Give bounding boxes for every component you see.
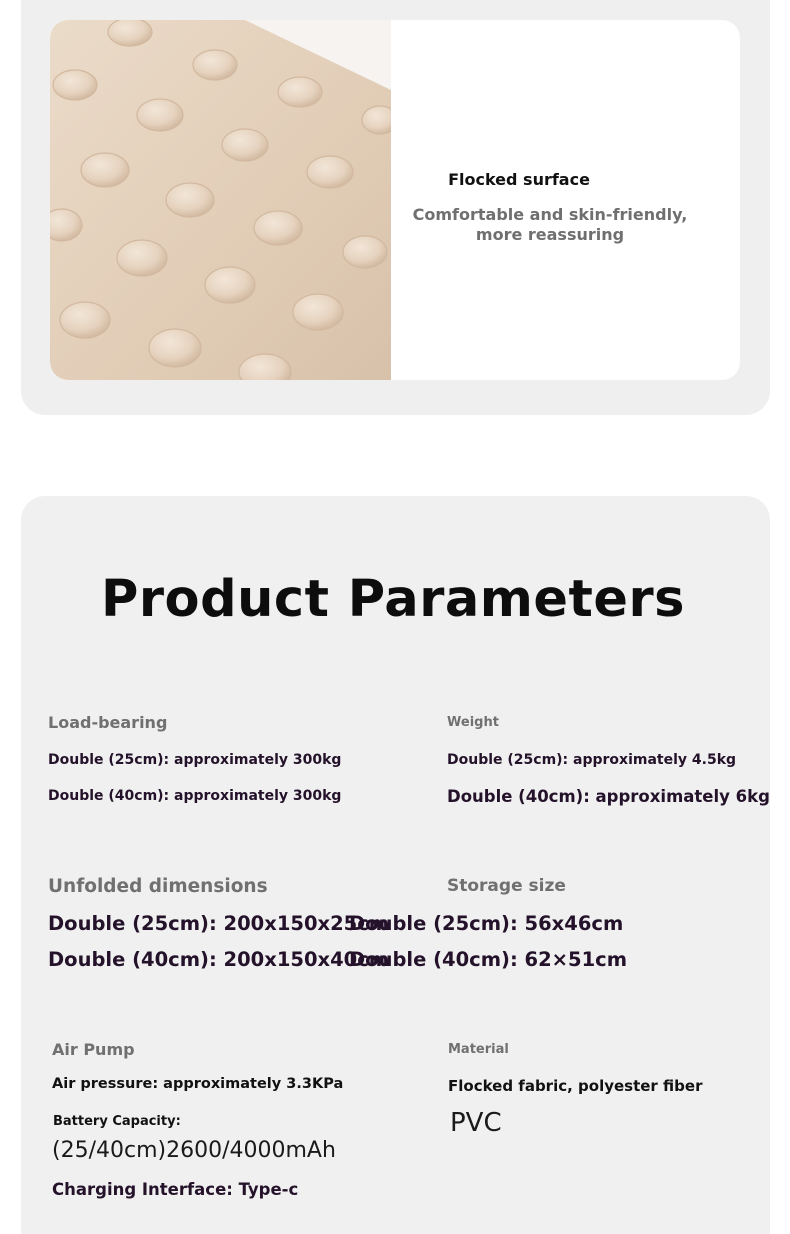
feature-title: Flocked surface bbox=[448, 170, 590, 189]
load-bearing-line-25cm: Double (25cm): approximately 300kg bbox=[48, 752, 342, 768]
unfolded-dimensions-line-25cm: Double (25cm): 200x150x25cm bbox=[48, 912, 390, 935]
material-label: Material bbox=[448, 1042, 509, 1057]
charging-interface-line: Charging Interface: Type-c bbox=[52, 1180, 299, 1199]
air-pump-label: Air Pump bbox=[52, 1040, 135, 1059]
weight-label: Weight bbox=[447, 715, 499, 730]
parameters-heading: Product Parameters bbox=[101, 570, 685, 629]
feature-description: Comfortable and skin-friendly, more reassuring bbox=[412, 205, 688, 244]
unfolded-dimensions-line-40cm: Double (40cm): 200x150x40cm bbox=[48, 948, 390, 971]
material-pvc-line: PVC bbox=[450, 1108, 502, 1138]
load-bearing-label: Load-bearing bbox=[48, 713, 168, 732]
load-bearing-line-40cm: Double (40cm): approximately 300kg bbox=[48, 788, 342, 804]
storage-size-line-40cm: Double (40cm): 62×51cm bbox=[349, 948, 628, 971]
weight-line-40cm: Double (40cm): approximately 6kg bbox=[447, 787, 770, 806]
feature-panel bbox=[50, 20, 740, 380]
unfolded-dimensions-label: Unfolded dimensions bbox=[48, 876, 268, 897]
battery-capacity-value: (25/40cm)2600/4000mAh bbox=[52, 1138, 336, 1163]
air-pressure-line: Air pressure: approximately 3.3KPa bbox=[52, 1076, 344, 1092]
flocked-surface-image bbox=[50, 20, 391, 380]
storage-size-line-25cm: Double (25cm): 56x46cm bbox=[349, 912, 624, 935]
battery-capacity-label: Battery Capacity: bbox=[53, 1114, 181, 1129]
material-fabric-line: Flocked fabric, polyester fiber bbox=[448, 1077, 703, 1095]
weight-line-25cm: Double (25cm): approximately 4.5kg bbox=[447, 752, 737, 768]
storage-size-label: Storage size bbox=[447, 876, 566, 896]
